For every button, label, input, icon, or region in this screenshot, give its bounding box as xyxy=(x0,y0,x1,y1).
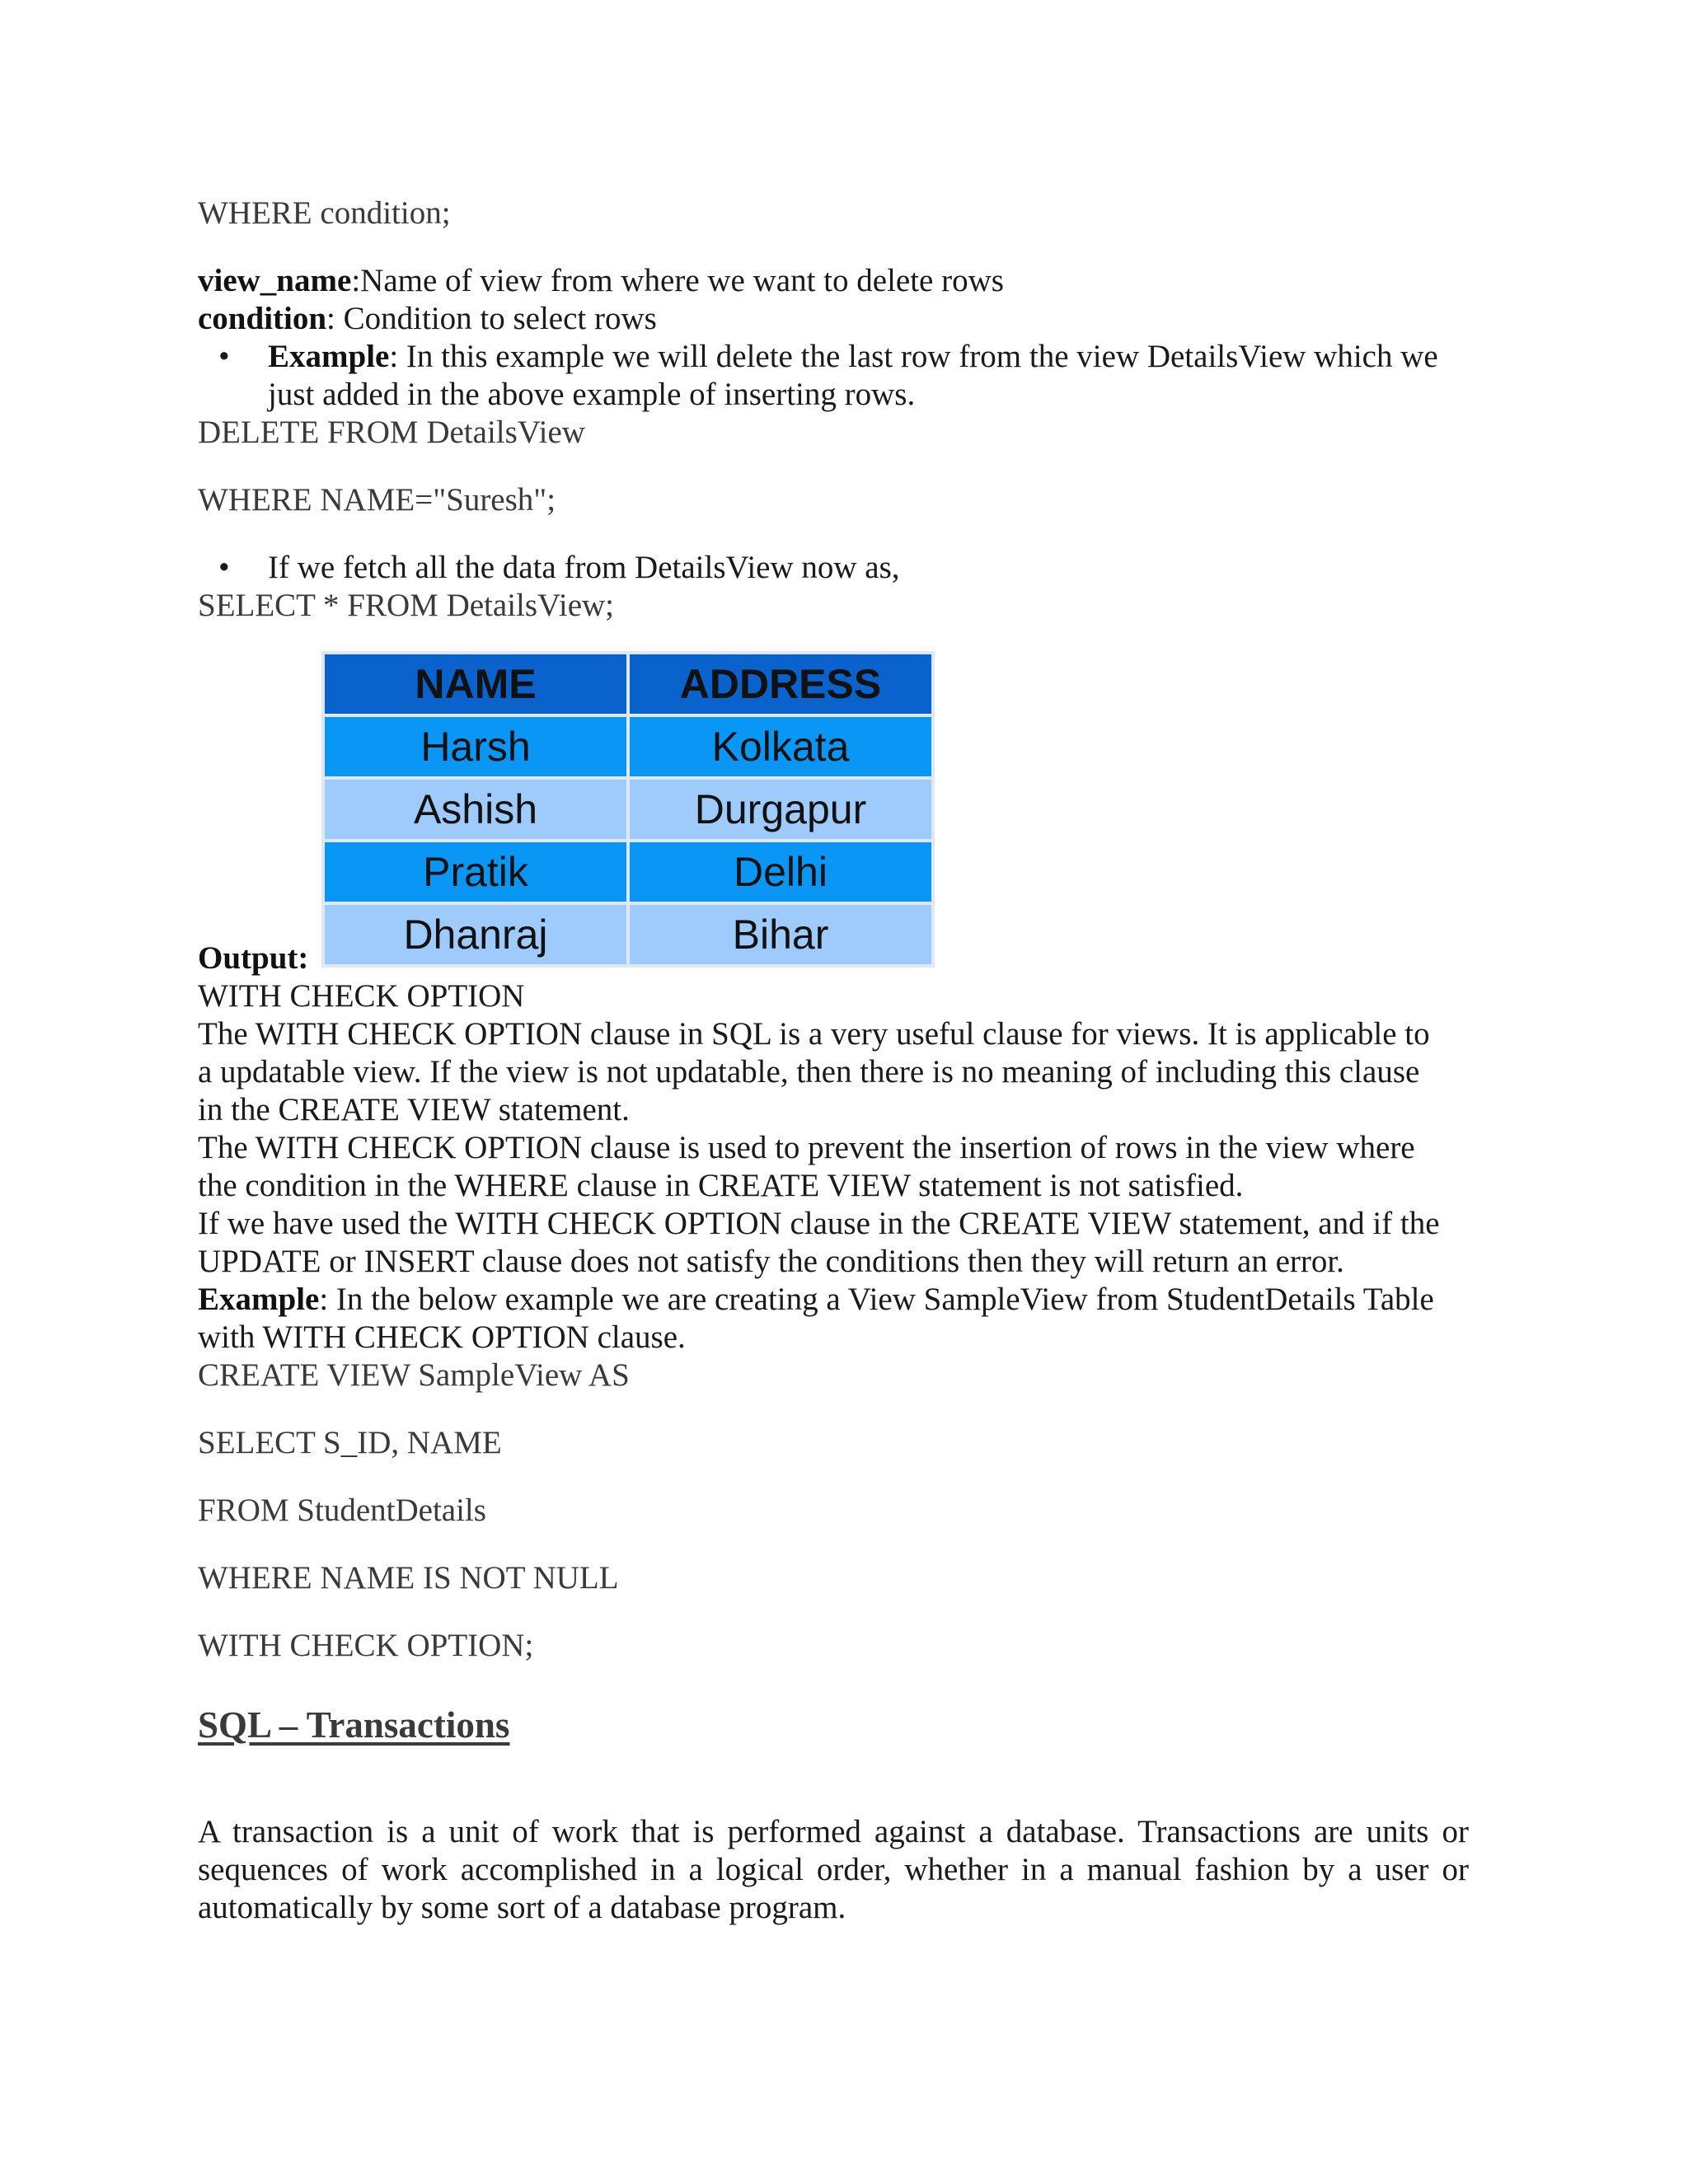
fetch-bullet-text: If we fetch all the data from DetailsView now as, xyxy=(268,550,900,585)
table-cell: Bihar xyxy=(630,905,931,964)
output-table xyxy=(321,651,935,968)
section-heading-transactions: SQL – Transactions xyxy=(198,1704,510,1746)
code-create-line5: WITH CHECK OPTION; xyxy=(198,1628,534,1663)
table-cell: Ashish xyxy=(325,780,626,839)
example-term: Example xyxy=(268,339,390,374)
code-create-line2: SELECT S_ID, NAME xyxy=(198,1425,502,1460)
table-cell: Pratik xyxy=(325,842,626,902)
table-row xyxy=(325,905,931,964)
output-label xyxy=(198,940,308,977)
bullet-icon: • xyxy=(218,339,230,374)
check-option-example-line2: with WITH CHECK OPTION clause. xyxy=(198,1319,686,1355)
view-name-definition xyxy=(198,262,1004,300)
check-option-title: WITH CHECK OPTION xyxy=(198,978,525,1014)
transactions-paragraph-line2: sequences of work accomplished in a logical order, whether in a manual fashion by a user or xyxy=(198,1852,1469,1887)
column-header-address: ADDRESS xyxy=(630,654,931,714)
table-row xyxy=(325,717,931,776)
check-option-p2-line2: the condition in the WHERE clause in CREATE VIEW statement is not satisfied. xyxy=(198,1168,1244,1203)
condition-term: condition xyxy=(198,301,327,336)
table-cell: Dhanraj xyxy=(325,905,626,964)
code-where-condition: WHERE condition; xyxy=(198,195,451,231)
table-row xyxy=(325,842,931,902)
code-delete-line1: DELETE FROM DetailsView xyxy=(198,415,585,450)
code-create-line1: CREATE VIEW SampleView AS xyxy=(198,1357,630,1393)
transactions-paragraph-line1: A transaction is a unit of work that is performed against a database. Transactions are units or xyxy=(198,1814,1469,1849)
transactions-paragraph-line3: automatically by some sort of a database program. xyxy=(198,1890,846,1925)
code-create-line4: WHERE NAME IS NOT NULL xyxy=(198,1560,619,1596)
code-create-line3: FROM StudentDetails xyxy=(198,1493,486,1528)
check-option-p1-line3: in the CREATE VIEW statement. xyxy=(198,1092,630,1127)
code-delete-line2: WHERE NAME="Suresh"; xyxy=(198,482,556,518)
example-text: : In the below example we are creating a View SampleView from StudentDetails Table xyxy=(319,1282,1434,1317)
table-cell: Harsh xyxy=(325,717,626,776)
bullet-icon: • xyxy=(218,550,230,585)
view-name-description: :Name of view from where we want to delete rows xyxy=(351,263,1004,298)
table-cell: Delhi xyxy=(630,842,931,902)
check-option-p3-line1: If we have used the WITH CHECK OPTION clause in the CREATE VIEW statement, and if the xyxy=(198,1206,1440,1241)
example-bullet-line2: just added in the above example of inserting rows. xyxy=(268,377,916,412)
code-select: SELECT * FROM DetailsView; xyxy=(198,588,615,623)
example-term: Example xyxy=(198,1282,320,1317)
example-bullet-line1 xyxy=(268,338,1438,376)
view-name-term: view_name xyxy=(198,263,352,298)
output-label-text: Output: xyxy=(198,940,309,976)
condition-definition xyxy=(198,300,657,338)
example-text: : In this example we will delete the last row from the view DetailsView which we xyxy=(389,339,1438,374)
check-option-p3-line2: UPDATE or INSERT clause does not satisfy the conditions then they will return an error. xyxy=(198,1244,1344,1279)
check-option-example-line1 xyxy=(198,1281,1434,1319)
table-row xyxy=(325,780,931,839)
condition-description: : Condition to select rows xyxy=(326,301,657,336)
table-cell: Durgapur xyxy=(630,780,931,839)
check-option-p2-line1: The WITH CHECK OPTION clause is used to prevent the insertion of rows in the view where xyxy=(198,1130,1415,1165)
column-header-name: NAME xyxy=(325,654,626,714)
table-cell: Kolkata xyxy=(630,717,931,776)
table-header-row xyxy=(325,654,931,714)
check-option-p1-line2: a updatable view. If the view is not updatable, then there is no meaning of including this clause xyxy=(198,1054,1420,1090)
check-option-p1-line1: The WITH CHECK OPTION clause in SQL is a very useful clause for views. It is applicable to xyxy=(198,1016,1430,1052)
